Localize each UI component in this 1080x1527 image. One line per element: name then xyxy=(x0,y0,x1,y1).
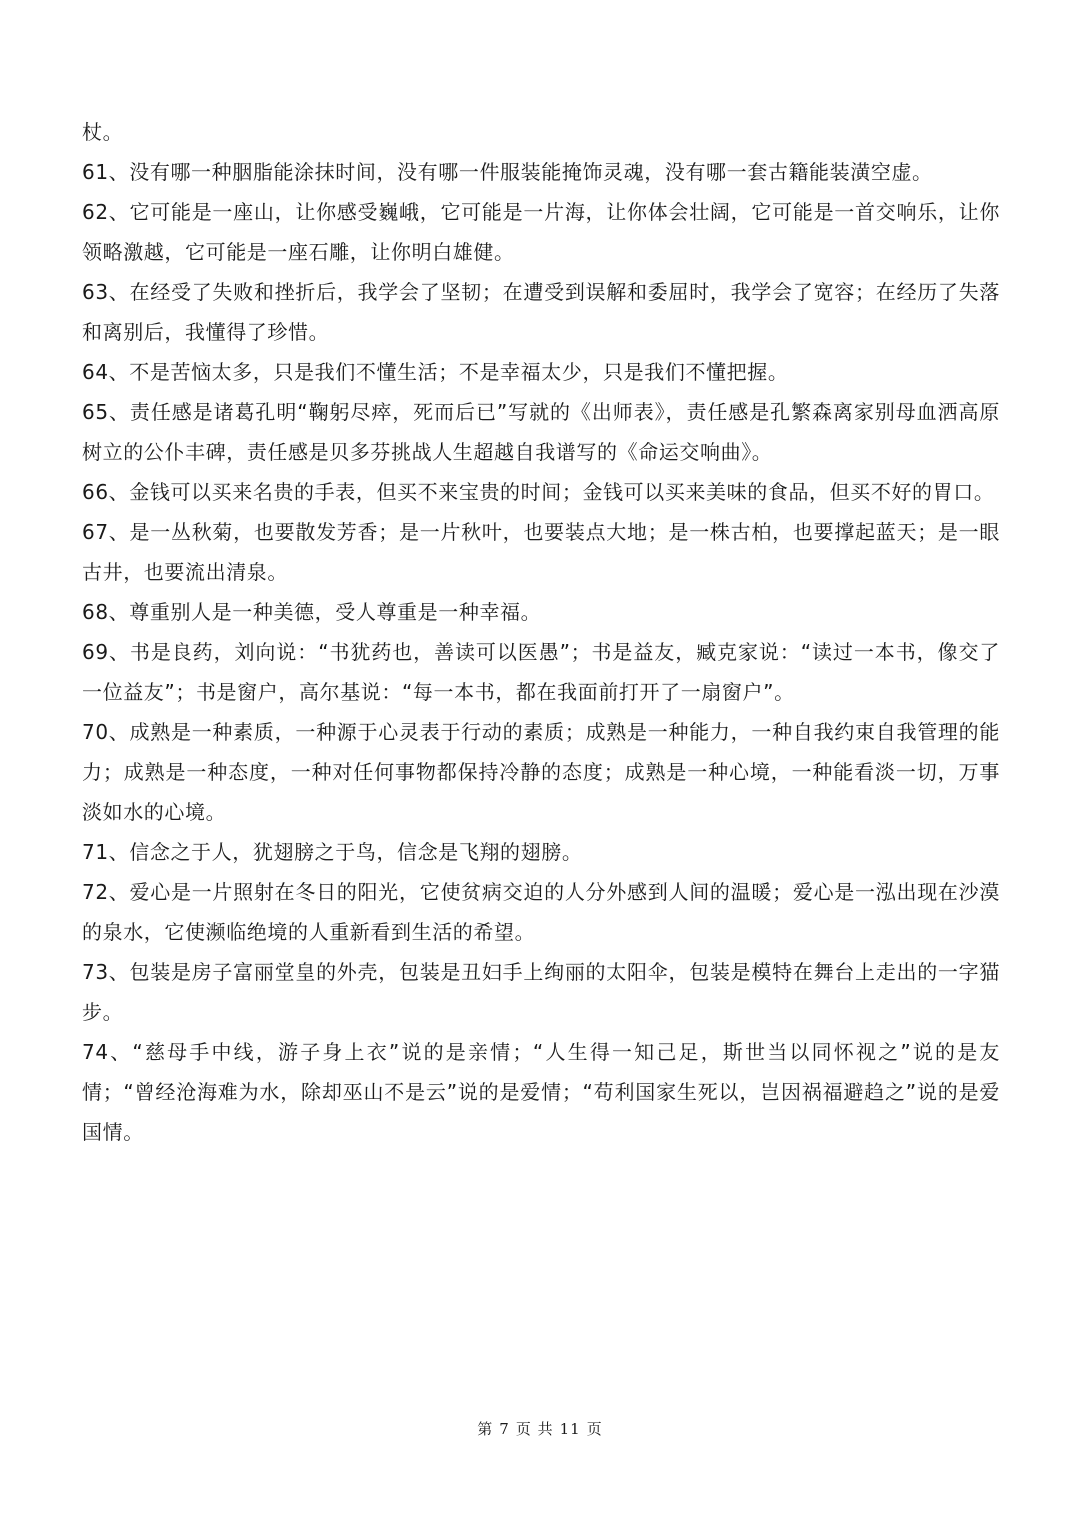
page-footer xyxy=(0,1418,1080,1439)
footer-mid: 页 共 xyxy=(515,1420,554,1438)
footer-suffix: 页 xyxy=(586,1420,603,1438)
paragraph-74: 74、“慈母手中线，游子身上衣”说的是亲情；“人生得一知己足，斯世当以同怀视之”说的是友情；“曾经沧海难为水，除却巫山不是云”说的是爱情；“苟利国家生死以，岂因祸福避趋之”说的是爱国情。 xyxy=(82,1040,1000,1144)
paragraph-64: 64、不是苦恼太多，只是我们不懂生活；不是幸福太少，只是我们不懂把握。 xyxy=(82,360,789,384)
paragraph-67: 67、是一丛秋菊，也要散发芳香；是一片秋叶，也要装点大地；是一株古柏，也要撑起蓝天；是一眼古井，也要流出清泉。 xyxy=(82,520,1000,584)
footer-current-page: 7 xyxy=(499,1420,510,1438)
paragraph-66: 66、金钱可以买来名贵的手表，但买不来宝贵的时间；金钱可以买来美味的食品，但买不好的胃口。 xyxy=(82,480,995,504)
paragraph-72: 72、爱心是一片照射在冬日的阳光，它使贫病交迫的人分外感到人间的温暖；爱心是一泓出现在沙漠的泉水，它使濒临绝境的人重新看到生活的希望。 xyxy=(82,880,1000,944)
footer-prefix: 第 xyxy=(477,1420,494,1438)
paragraph-68: 68、尊重别人是一种美德，受人尊重是一种幸福。 xyxy=(82,600,542,624)
paragraph-65: 65、责任感是诸葛孔明“鞠躬尽瘁，死而后已”写就的《出师表》，责任感是孔繁森离家别母血洒高原树立的公仆丰碑，责任感是贝多芬挑战人生超越自我谱写的《命运交响曲》。 xyxy=(82,400,1000,464)
paragraph-61: 61、没有哪一种胭脂能涂抹时间，没有哪一件服装能掩饰灵魂，没有哪一套古籍能装潢空虚。 xyxy=(82,160,933,184)
paragraph-62: 62、它可能是一座山，让你感受巍峨，它可能是一片海，让你体会壮阔，它可能是一首交响乐，让你领略激越，它可能是一座石雕，让你明白雄健。 xyxy=(82,200,1000,264)
paragraph-70: 70、成熟是一种素质，一种源于心灵表于行动的素质；成熟是一种能力，一种自我约束自我管理的能力；成熟是一种态度，一种对任何事物都保持冷静的态度；成熟是一种心境，一种能看淡一切，万事淡如水的心境。 xyxy=(82,720,1000,824)
paragraph-69: 69、书是良药，刘向说：“书犹药也，善读可以医愚”；书是益友，臧克家说：“读过一本书，像交了一位益友”；书是窗户，高尔基说：“每一本书，都在我面前打开了一扇窗户”。 xyxy=(82,640,1000,704)
document-body xyxy=(82,112,1000,1152)
footer-total-pages: 11 xyxy=(559,1420,581,1438)
paragraph-continuation: 杖。 xyxy=(82,120,124,144)
paragraph-73: 73、包装是房子富丽堂皇的外壳，包装是丑妇手上绚丽的太阳伞，包装是模特在舞台上走出的一字猫步。 xyxy=(82,960,1000,1024)
paragraph-71: 71、信念之于人，犹翅膀之于鸟，信念是飞翔的翅膀。 xyxy=(82,840,583,864)
paragraph-63: 63、在经受了失败和挫折后，我学会了坚韧；在遭受到误解和委屈时，我学会了宽容；在经历了失落和离别后，我懂得了珍惜。 xyxy=(82,280,1000,344)
